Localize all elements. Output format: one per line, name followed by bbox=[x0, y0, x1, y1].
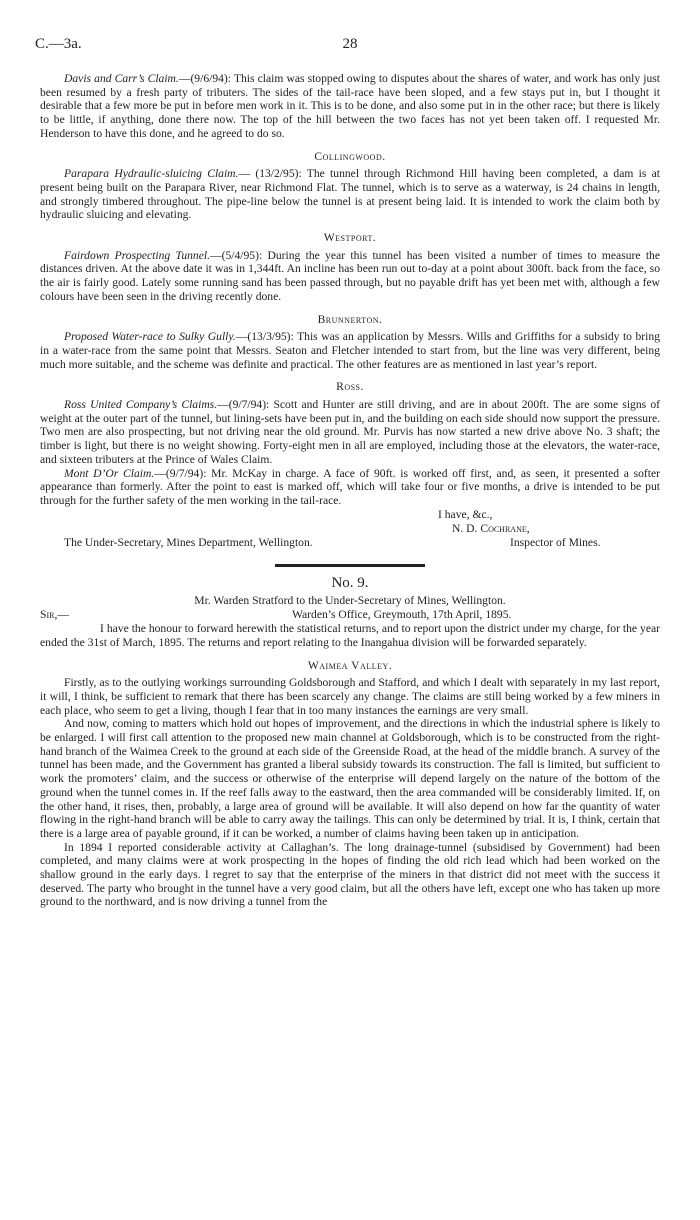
heading-brunnerton: Brunnerton. bbox=[317, 312, 383, 326]
paragraph-ross-united: Ross United Company’s Claims.—(9/7/94): Scott and Hunter are still driving, and are in about 200ft. The are some signs of weight at the outer part of the tunnel, but lining-sets have been put in, and the building on each side should now support the pressure. Two men are also prospecting, but not driving near the old ground. Mr. Purvis has now started a new drive above No. 3 shaft; the timber is light, but there is no weight showing. Forty-eight men in all are employed, including those at the elevators, the water-race, and sixteen tributers at the Prince of Wales Claim. bbox=[40, 398, 660, 466]
paragraph-parapara: Parapara Hydraulic-sluicing Claim.— (13/2/95): The tunnel through Richmond Hill having been completed, a dam is at present being built on the Parapara River, near Richmond Flat. The tunnel, which is to serve as a waterway, is 24 chains in length, and strongly timbered throughout. The pipe-line below the tunnel is at present being laid. It is intended to work the claim both by hydraulic sluicing and elevating. bbox=[40, 167, 660, 222]
claim-title: Davis and Carr’s Claim. bbox=[64, 72, 179, 85]
addressee: The Under-Secretary, Mines Department, Wellington. bbox=[64, 535, 313, 549]
salutation-line bbox=[40, 608, 660, 622]
page-number: 28 bbox=[342, 36, 358, 52]
claim-title: Proposed Water-race to Sulky Gully. bbox=[64, 330, 236, 344]
letter-address: Mr. Warden Stratford to the Under-Secretary of Mines, Wellington. bbox=[194, 594, 506, 608]
report-body bbox=[40, 72, 660, 909]
office-date: Warden’s Office, Greymouth, 17th April, 1895. bbox=[292, 608, 512, 622]
paragraph-davis: Davis and Carr’s Claim.—(9/6/94): This claim was stopped owing to disputes about the shares of water, and work has only just been resumed by a fresh party of tributers. The sides of the tail-race have been sloped, and a few stays put in, but I thought it desirable that a few more be put in before men work in it. This is to be done, and also some put in in the other race; but there is likely to be little, if anything, done there now. The top of the hill between the two faces has not yet been taken off. I requested Mr. Henderson to have this done, and he agreed to do so. bbox=[40, 72, 661, 140]
paragraph-intro: I have the honour to forward herewith the statistical returns, and to report upon the district under my charge, for the year ended the 31st of March, 1895. The returns and report relating to the Inangahua division will be forwarded separately. bbox=[40, 622, 660, 649]
paragraph-sulky-gully: Proposed Water-race to Sulky Gully.—(13/3/95): This was an application by Messrs. Wills and Griffiths for a subsidy to bring in a water-race from the same point that Messrs. Seaton and Fletcher intended to start from, but the line was very different, being much more suitable, and the scheme was definite and practical. The other features are as mentioned in last year’s report. bbox=[40, 330, 660, 371]
signature-line bbox=[40, 522, 660, 536]
salutation: Sir,— bbox=[40, 608, 69, 622]
claim-title: Parapara Hydraulic-sluicing Claim. bbox=[64, 167, 239, 181]
heading-waimea-valley: Waimea Valley. bbox=[307, 658, 393, 672]
addressee-line bbox=[40, 536, 660, 550]
claim-title: Fairdown Prospecting Tunnel. bbox=[64, 248, 210, 262]
heading-collingwood: Collingwood. bbox=[314, 149, 386, 163]
paragraph-and-now: And now, coming to matters which hold out hopes of improvement, and the directions in which the industrial sphere is likely to be enlarged. I will first call attention to the proposed new main channel at Goldsborough, which is to be constructed from the right-hand branch of the Waimea Creek to the ground at each side of the Greenside Road, at the head of the middle branch. A survey of the tunnel has been made, and the Government has granted a liberal subsidy towards its construction. The fall is limited, but sufficient to work the promoters’ claim, and the success or otherwise of the enterprise will depend largely on the nature of the bottom of the ground when the tunnel comes in. If the reef falls away to the eastward, then the area commanded will be considerably limited. If, on the other hand, it rises, then, probably, a large area of ground will be available. It will also depend on how far the quantity of water flowing in the right-hand branch will be able to carry away the tailings. This can only be determined by trial. It is, I think, certain that there is a large area of payable ground, if it can be worked, a number of claims having been taken up in anticipation. bbox=[40, 717, 660, 840]
paragraph-mont-dor: Mont D’Or Claim.—(9/7/94): Mr. McKay in charge. A face of 90ft. is worked off first, and, as seen, it presented a softer appearance than formerly. After the point to east is marked off, which will take four or five months, a drive is intended to be put through for the further safety of the men working in the tail-race. bbox=[40, 466, 660, 507]
heading-westport: Westport. bbox=[323, 231, 377, 245]
inspector-title: Inspector of Mines. bbox=[510, 535, 601, 549]
heading-ross: Ross. bbox=[336, 380, 364, 394]
paragraph-1894: In 1894 I reported considerable activity at Callaghan’s. The long drainage-tunnel (subsidised by Government) had been completed, and many claims were at work prospecting in the hopes of finding the old rich lead which had been worked on the shallow ground in the early days. I regret to say that the enterprise of the miners in that district did not meet with the success it deserved. The party who brought in the tunnel have a very good claim, but all the others have left, except one who has taken up more ground to the northward, and is now driving a tunnel from the bbox=[40, 840, 660, 909]
closing-line bbox=[40, 508, 660, 522]
paragraph-firstly: Firstly, as to the outlying workings surrounding Goldsborough and Stafford, and which I dealt with separately in my last report, it will, I think, be sufficient to remark that there has been scarcely any change. The claims are still being worked by a few miners in each place, who seem to get a living, though I fear that in too many instances the earnings are very small. bbox=[40, 676, 660, 717]
page-header bbox=[35, 36, 665, 56]
claim-title: Mont D’Or Claim. bbox=[64, 466, 155, 480]
claim-title: Ross United Company’s Claims. bbox=[64, 398, 218, 412]
document-number: No. 9. bbox=[331, 574, 369, 591]
closing: I have, &c., bbox=[438, 507, 493, 521]
signature: N. D. Cochrane, bbox=[452, 521, 530, 535]
section-divider bbox=[275, 564, 425, 567]
report-reference: C.—3a. bbox=[35, 36, 82, 52]
paragraph-fairdown: Fairdown Prospecting Tunnel.—(5/4/95): During the year this tunnel has been visited a number of times to measure the distances driven. At the above date it was in 1,344ft. An incline has been run out to-day at a point about 300ft. back from the face, so the air is fairly good. Lately some running sand has been passed through, but no payable drift has yet been met with, although a few colours have been seen in the driving recently done. bbox=[40, 248, 660, 303]
